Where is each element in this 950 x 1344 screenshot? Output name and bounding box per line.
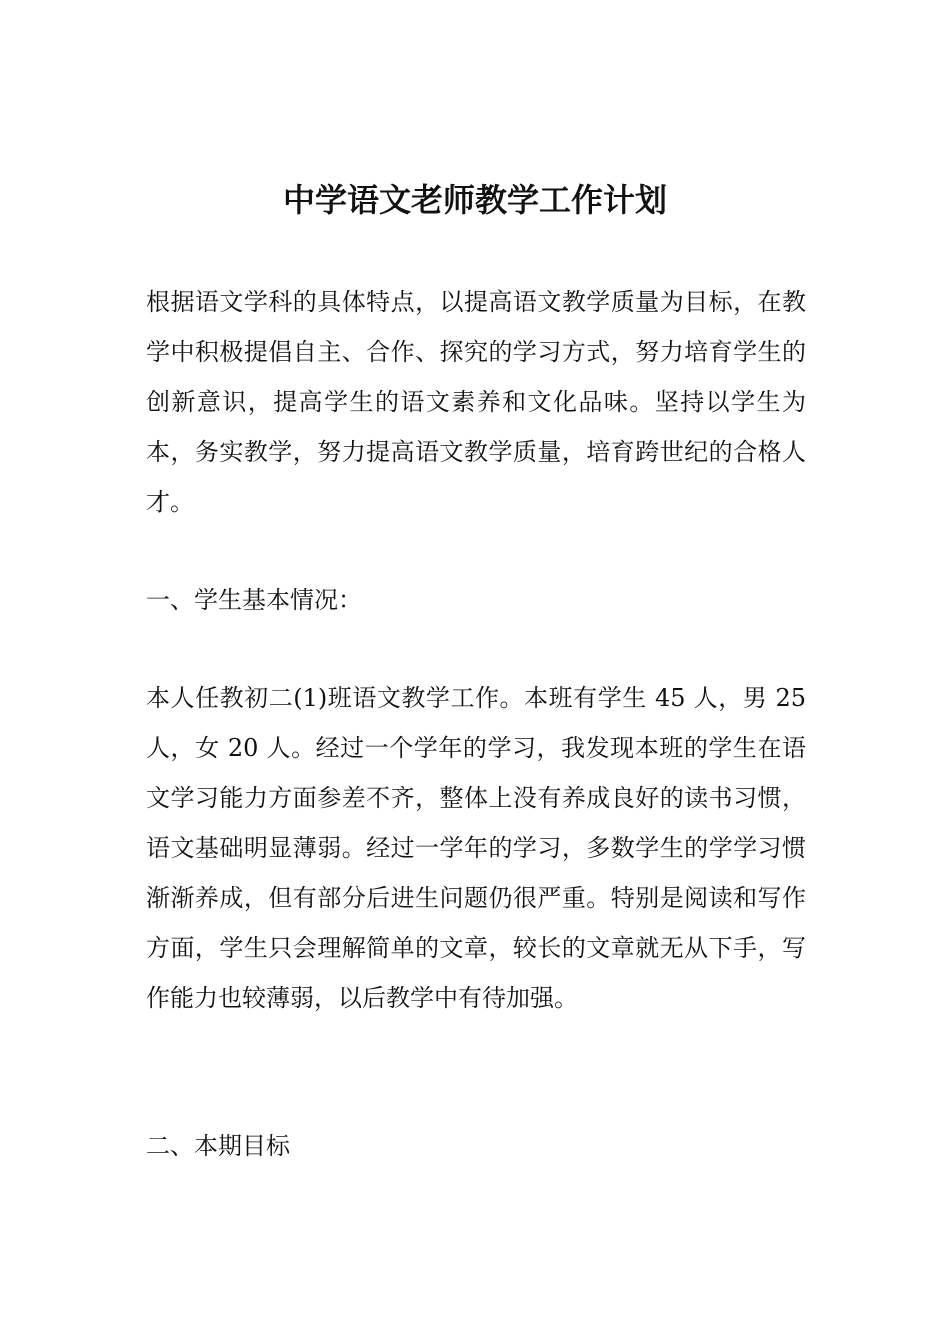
- document-title: 中学语文老师教学工作计划: [282, 181, 667, 219]
- intro-paragraph: 根据语文学科的具体特点，以提高语文教学质量为目标，在教学中积极提倡自主、合作、探究的学习方式，努力培育学生的创新意识，提高学生的语文素养和文化品味。坚持以学生为本，务实教学，努力提高语文教学质量，培育跨世纪的合格人才。: [146, 288, 806, 516]
- student-situation-paragraph: 本人任教初二(1)班语文教学工作。本班有学生 45 人，男 25 人，女 20 人。经过一个学年的学习，我发现本班的学生在语文学习能力方面参差不齐，整体上没有养成良好的读书习惯，语文基础明显薄弱。经过一学年的学习，多数学生的学学习惯渐渐养成，但有部分后进生问题仍很严重。特别是阅读和写作方面，学生只会理解简单的文章，较长的文章就无从下手，写作能力也较薄弱，以后教学中有待加强。: [146, 684, 806, 1012]
- section-heading-term-goals: 二、本期目标: [146, 1132, 290, 1160]
- section-heading-student-situation: 一、学生基本情况：: [146, 586, 362, 614]
